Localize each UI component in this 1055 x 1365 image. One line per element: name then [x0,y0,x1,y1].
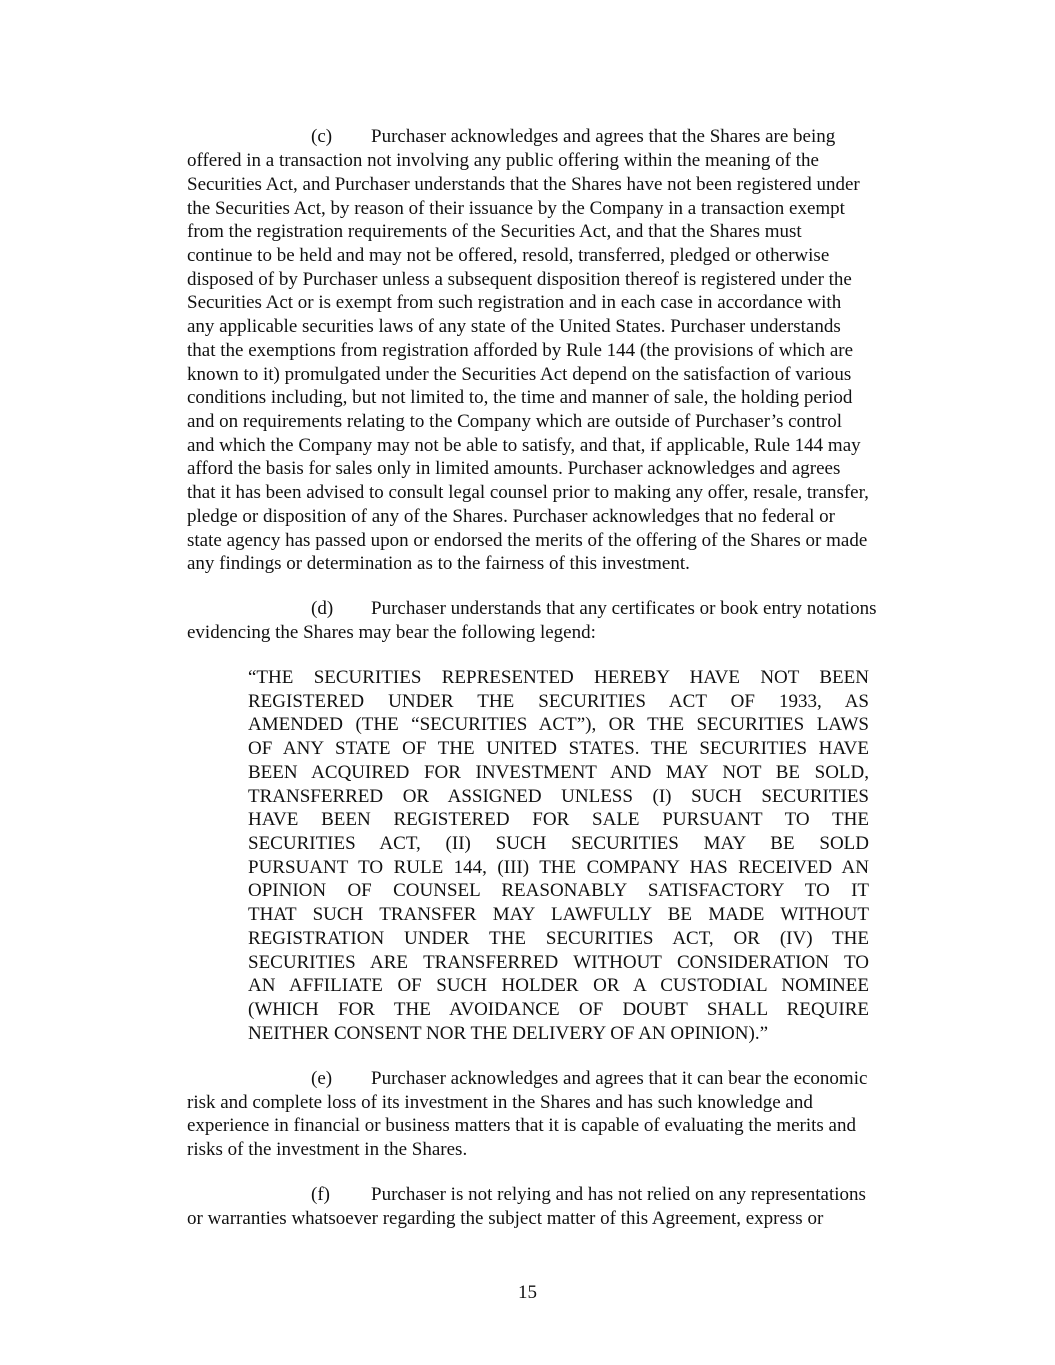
paragraph-text: Purchaser understands that any certificates or book entry notations [371,598,877,619]
legend-line: OF ANY STATE OF THE UNITED STATES. THE SECURITIES HAVE [248,738,869,759]
legend-line: REGISTERED UNDER THE SECURITIES ACT OF 1933, AS [248,691,869,712]
legend-line: OPINION OF COUNSEL REASONABLY SATISFACTORY TO IT [248,880,869,901]
paragraph-line: disposed of by Purchaser unless a subsequent disposition thereof is registered under the [187,269,852,290]
paragraph-line: state agency has passed upon or endorsed the merits of the offering of the Shares or made [187,530,868,551]
paragraph-text: Purchaser acknowledges and agrees that the Shares are being [371,126,836,147]
legend-line: AN AFFILIATE OF SUCH HOLDER OR A CUSTODIAL NOMINEE [248,975,869,996]
paragraph-line: Securities Act, and Purchaser understands that the Shares have not been registered under [187,174,860,195]
paragraph-line [311,1067,867,1091]
paragraph-text: Purchaser is not relying and has not relied on any representations [371,1184,866,1205]
paragraph-label: (d) [311,598,334,619]
legend-line: THAT SUCH TRANSFER MAY LAWFULLY BE MADE WITHOUT [248,904,869,925]
paragraph-line: risk and complete loss of its investment in the Shares and has such knowledge and [187,1092,813,1113]
paragraph-line: evidencing the Shares may bear the following legend: [187,622,596,643]
legend-line: NEITHER CONSENT NOR THE DELIVERY OF AN OPINION).” [248,1023,769,1044]
paragraph-line: Securities Act or is exempt from such registration and in each case in accordance with [187,292,842,313]
paragraph-label: (e) [311,1068,333,1089]
paragraph-line: any findings or determination as to the fairness of this investment. [187,553,690,574]
legend-line: REGISTRATION UNDER THE SECURITIES ACT, OR (IV) THE [248,928,869,949]
paragraph-line: from the registration requirements of the Securities Act, and that the Shares must [187,221,802,242]
paragraph-line [311,125,835,149]
legend-line: PURSUANT TO RULE 144, (III) THE COMPANY HAS RECEIVED AN [248,857,869,878]
page-number: 15 [518,1282,537,1303]
paragraph-line: that it has been advised to consult legal counsel prior to making any offer, resale, transfer, [187,482,869,503]
paragraph-label: (c) [311,126,333,147]
paragraph-line: risks of the investment in the Shares. [187,1139,468,1160]
paragraph-line: and which the Company may not be able to satisfy, and that, if applicable, Rule 144 may [187,435,861,456]
paragraph-line: pledge or disposition of any of the Shares. Purchaser acknowledges that no federal or [187,506,835,527]
paragraph-text: Purchaser acknowledges and agrees that it can bear the economic [371,1068,868,1089]
legend-line: AMENDED (THE “SECURITIES ACT”), OR THE SECURITIES LAWS [248,714,869,735]
paragraph-line: or warranties whatsoever regarding the subject matter of this Agreement, express or [187,1208,824,1229]
paragraph-line: continue to be held and may not be offered, resold, transferred, pledged or otherwise [187,245,830,266]
paragraph-label: (f) [311,1184,330,1205]
legend-line: (WHICH FOR THE AVOIDANCE OF DOUBT SHALL REQUIRE [248,999,869,1020]
legend-line: “THE SECURITIES REPRESENTED HEREBY HAVE NOT BEEN [248,667,869,688]
paragraph-line: the Securities Act, by reason of their issuance by the Company in a transaction exempt [187,198,845,219]
paragraph-line: and on requirements relating to the Company which are outside of Purchaser’s control [187,411,842,432]
paragraph-line [311,597,876,621]
legend-line: SECURITIES ACT, (II) SUCH SECURITIES MAY BE SOLD [248,833,869,854]
paragraph-line: offered in a transaction not involving any public offering within the meaning of the [187,150,819,171]
legend-line: SECURITIES ARE TRANSFERRED WITHOUT CONSIDERATION TO [248,952,869,973]
paragraph-line: experience in financial or business matters that it is capable of evaluating the merits and [187,1115,856,1136]
paragraph-line: afford the basis for sales only in limited amounts. Purchaser acknowledges and agrees [187,458,841,479]
paragraph-line: known to it) promulgated under the Securities Act depend on the satisfaction of various [187,364,852,385]
paragraph-line: conditions including, but not limited to, the time and manner of sale, the holding period [187,387,853,408]
legend-line: HAVE BEEN REGISTERED FOR SALE PURSUANT TO THE [248,809,869,830]
paragraph-line: that the exemptions from registration afforded by Rule 144 (the provisions of which are [187,340,854,361]
paragraph-line: any applicable securities laws of any state of the United States. Purchaser understands [187,316,841,337]
legend-line: BEEN ACQUIRED FOR INVESTMENT AND MAY NOT BE SOLD, [248,762,869,783]
paragraph-line [311,1183,866,1207]
legend-line: TRANSFERRED OR ASSIGNED UNLESS (I) SUCH SECURITIES [248,786,869,807]
